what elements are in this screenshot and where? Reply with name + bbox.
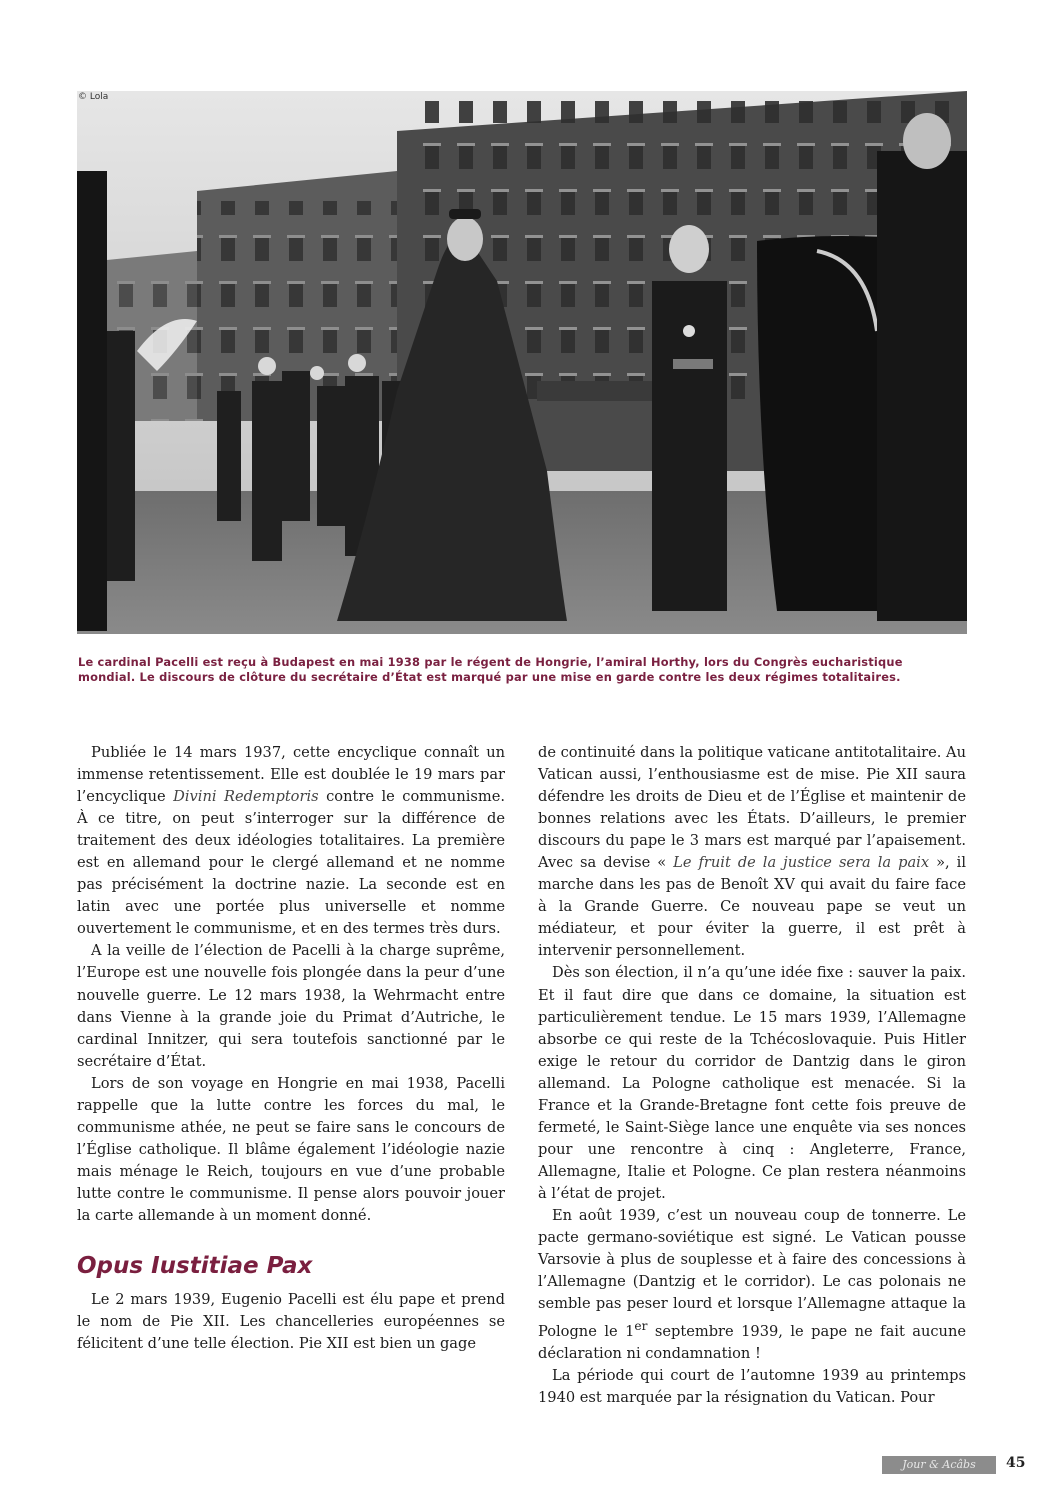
paragraph: Le 2 mars 1939, Eugenio Pacelli est élu pape et prend le nom de Pie XII. Les chancelleries européennes se félicitent d’une telle élection. Pie XII est bien un gage — [77, 1291, 505, 1353]
photo-illustration — [77, 91, 967, 634]
paragraph: Dès son élection, il n’a qu’une idée fixe : sauver la paix. Et il faut dire que dans ce domaine, la situation est particulièrement tendue. Le 15 mars 1939, l’Allemagne absorbe ce qui reste de la Tchécoslovaquie. Puis Hitler exige le retour du corridor de Dantzig dans le giron allemand. La Pologne catholique est menacée. Si la France et la Grande-Bretagne font cette fois preuve de fermeté, le Saint-Siège lance une enquête via ses nonces pour une rencontre à cinq : Angleterre, France, Allemagne, Italie et Pologne. Ce plan restera néanmoins à l’état de projet. — [538, 964, 966, 1202]
publication-tag: Jour & Acâbs — [882, 1456, 996, 1474]
encyclical-title: Divini Redemptoris — [173, 788, 319, 806]
paragraph: A la veille de l’élection de Pacelli à la charge suprême, l’Europe est une nouvelle fois plongée dans la peur d’une nouvelle guerre. Le 12 mars 1938, la Wehrmacht entre dans Vienne à la grande joie du Primat d’Autriche, le cardinal Innitzer, qui sera toutefois sanctionné par le secrétaire d’État. — [77, 942, 505, 1070]
paragraph-text: En août 1939, c’est un nouveau coup de tonnerre. Le pacte germano-soviétique est signé. Le Vatican pousse Varsovie à plus de souplesse et à faire des concessions à l’Allemagne (Dantzig et le corridor). Le cas polonais ne semble pas peser lourd et lorsque l’Allemagne attaque la Pologne le 1 — [538, 1206, 966, 1341]
paragraph: Lors de son voyage en Hongrie en mai 1938, Pacelli rappelle que la lutte contre les forces du mal, le communisme athée, ne peut se faire sans le concours de l’Église catholique. Il blâme également l’idéologie nazie mais ménage le Reich, toujours en vue d’une probable lutte contre le communisme. Il pense alors pouvoir jouer la carte allemande à un moment donné. — [77, 1074, 505, 1224]
paragraph-text: Publiée le 14 mars 1937, cette encyclique connaît un immense retentissement. Elle est doublée le 19 mars par l’encyclique — [77, 744, 505, 806]
motto-quote: Le fruit de la justice sera la paix — [673, 854, 930, 872]
superscript: er — [634, 1319, 648, 1334]
article-photo — [77, 91, 967, 634]
paragraph — [538, 742, 966, 962]
paragraph: La période qui court de l’automne 1939 au printemps 1940 est marquée par la résignation du Vatican. Pour — [538, 1367, 966, 1407]
photo-credit: © Lola — [78, 92, 109, 102]
section-heading: Opus Iustitiae Pax — [77, 1253, 313, 1280]
paragraph-text: de continuité dans la politique vaticane antitotalitaire. Au Vatican aussi, l’enthousiasme est de mise. Pie XII saura défendre les droits de Dieu et de l’Église et maintenir de bonnes relations avec les États. D’ailleurs, le premier discours du pape le 3 mars est marqué par l’apaisement. Avec sa devise « — [538, 744, 966, 872]
paragraph-text: contre le communisme. À ce titre, on peut s’interroger sur la différence de traitement des deux idéologies totalitaires. La première est en allemand pour le clergé allemand et ne nomme pas précisément la doctrine nazie. La seconde est en latin avec une portée plus universelle et nomme ouvertement le communisme, et en des termes très durs. — [77, 788, 505, 938]
article-column-right — [538, 742, 966, 1409]
photo-caption: Le cardinal Pacelli est reçu à Budapest en mai 1938 par le régent de Hongrie, l’amiral Horthy, lors du Congrès eucharistique mondial. Le discours de clôture du secrétaire d’État est marqué par une mise en garde contre les deux régimes totalitaires. — [78, 655, 903, 684]
paragraph-text: septembre 1939, le pape ne fait aucune déclaration ni condamnation ! — [538, 1323, 966, 1363]
paragraph-text: », il marche dans les pas de Benoît XV qui avait du faire face à la Grande Guerre. Ce nouveau pape se veut un médiateur, et pour éviter la guerre, il est prêt à intervenir personnellement. — [538, 854, 966, 960]
paragraph — [538, 1205, 966, 1365]
article-column-left — [77, 742, 505, 1355]
paragraph — [77, 742, 505, 940]
page-number: 45 — [1006, 1455, 1026, 1471]
